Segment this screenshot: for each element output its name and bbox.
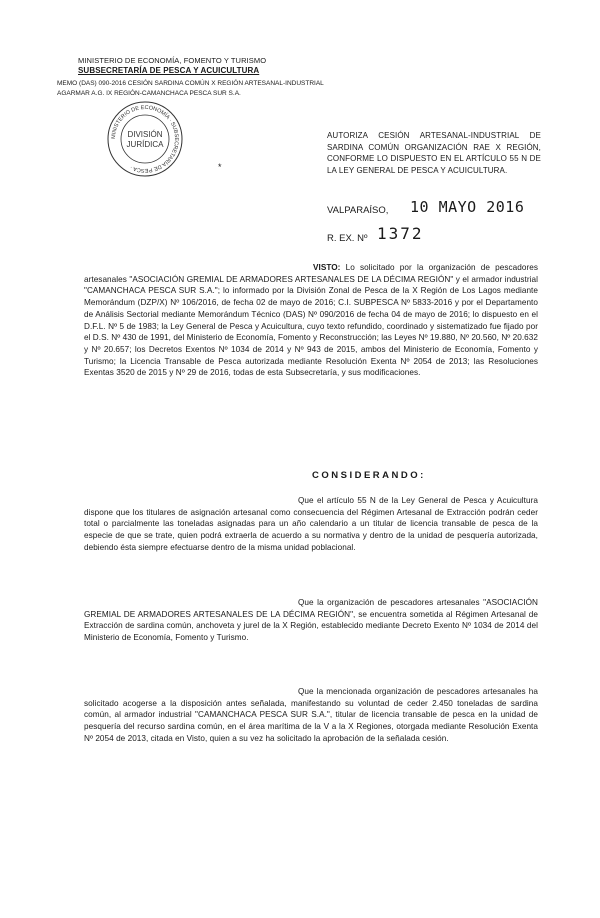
resolution-subject: AUTORIZA CESIÓN ARTESANAL-INDUSTRIAL DE SARDINA COMÚN ORGANIZACIÓN RAE X REGIÓN, CONFORME LO DISPUESTO EN EL ARTÍCULO 55 N DE LA LEY GENERAL DE PESCA Y ACUICULTURA. xyxy=(327,131,541,175)
rex-label: R. EX. Nº xyxy=(327,233,368,244)
ministry-header: MINISTERIO DE ECONOMÍA, FOMENTO Y TURISMO xyxy=(78,56,267,65)
stamp-ring-text: MINISTERIO DE ECONOMÍA · SUBSECRETARÍA DE PESCA · xyxy=(110,104,180,174)
visto-lead: VISTO: xyxy=(313,263,341,272)
stamp-star: * xyxy=(218,162,222,172)
paragraph-text: Que el artículo 55 N de la Ley General de Pesca y Acuicultura dispone que los titulares de asignación artesanal como consecuencia del Régimen Artesanal de Extracción podrán ceder total o parcialmente las toneladas asignadas para un año calendario a un titular de licencia transable de pesca de la especie de que se trate, quien podrá extraerla de acuerdo a su normativa y dentro de la unidad de pesquería autorizada, debiendo ésta siempre efectuarse dentro de la misma unidad poblacional. xyxy=(84,496,538,552)
place-label: VALPARAÍSO, xyxy=(327,205,389,216)
visto-paragraph xyxy=(84,262,538,379)
memo-line: AGARMAR A.G. IX REGIÓN-CAMANCHACA PESCA SUR S.A. xyxy=(57,89,241,97)
resolution-date: 10 MAYO 2016 xyxy=(410,198,525,216)
memo-reference xyxy=(57,79,324,98)
visto-text: Lo solicitado por la organización de pescadores artesanales "ASOCIACIÓN GREMIAL DE ARMADORES ARTESANALES DE LA DÉCIMA REGIÓN" y el armador industrial "CAMANCHACA PESCA SUR S.A."; lo informado por la División Zonal de Pesca de la X Región de Los Lagos mediante Memorándum (DZP/X) Nº 106/2016, de fecha 02 de mayo de 2016; C.I. SUBPESCA Nº 5833-2016 y por el Departamento de Análisis Sectorial mediante Memorándum Técnico (DAS) Nº 090/2016 de fecha 04 de mayo de 2016; lo dispuesto en el D.F.L. Nº 5 de 1983; la Ley General de Pesca y Acuicultura, cuyo texto refundido, coordinado y sistematizado fue fijado por el D.S. Nº 430 de 1991, del Ministerio de Economía, Fomento y Reconstrucción; las Leyes Nº 19.880, Nº 20.560, Nº 20.632 y Nº 20.657; los Decretos Exentos Nº 1034 de 2014 y Nº 943 de 2015, ambos del Ministerio de Economía, Fomento y Turismo; la Licencia Transable de Pesca autorizada mediante Resolución Exenta Nº 2054 de 2013; las Resoluciones Exentas 3520 de 2015 y Nº 29 de 2016, todas de esta Subsecretaría, y sus modificaciones. xyxy=(84,263,538,378)
paragraph-text: Que la mencionada organización de pescadores artesanales ha solicitado acogerse a la disposición antes señalada, manifestando su voluntad de ceder 2.450 toneladas de sardina común, al armador industrial "CAMANCHACA PESCA SUR S.A.", titular de licencia transable de pesca en la unidad de pesquería del recurso sardina común, en el área marítima de la V a la X Regiones, otorgada mediante Resolución Exenta Nº 2054 de 2013, citada en Visto, quien a su vez ha solicitado la aprobación de la señalada cesión. xyxy=(84,687,538,743)
considerando-paragraph-1 xyxy=(84,495,538,554)
rex-number: 1372 xyxy=(377,224,424,243)
stamp-line-1: DIVISIÓN xyxy=(127,130,163,139)
stamp-line-2: JURÍDICA xyxy=(126,140,164,149)
considerando-heading: CONSIDERANDO: xyxy=(312,470,426,481)
division-juridica-stamp xyxy=(106,100,184,178)
considerando-paragraph-3 xyxy=(84,686,538,745)
considerando-paragraph-2 xyxy=(84,597,538,644)
subsecretaria-header: SUBSECRETARÍA DE PESCA Y ACUICULTURA xyxy=(78,66,260,75)
memo-line: MEMO (DAS) 090-2016 CESIÓN SARDINA COMÚN X REGIÓN ARTESANAL-INDUSTRIAL xyxy=(57,80,324,87)
paragraph-text: Que la organización de pescadores artesanales "ASOCIACIÓN GREMIAL DE ARMADORES ARTESANALES DE LA DÉCIMA REGIÓN", se encuentra sometida al Régimen Artesanal de Extracción de sardina común, anchoveta y jurel de la X Región, establecido mediante Decreto Exento Nº 1034 de 2014 del Ministerio de Economía, Fomento y Turismo. xyxy=(84,598,538,643)
